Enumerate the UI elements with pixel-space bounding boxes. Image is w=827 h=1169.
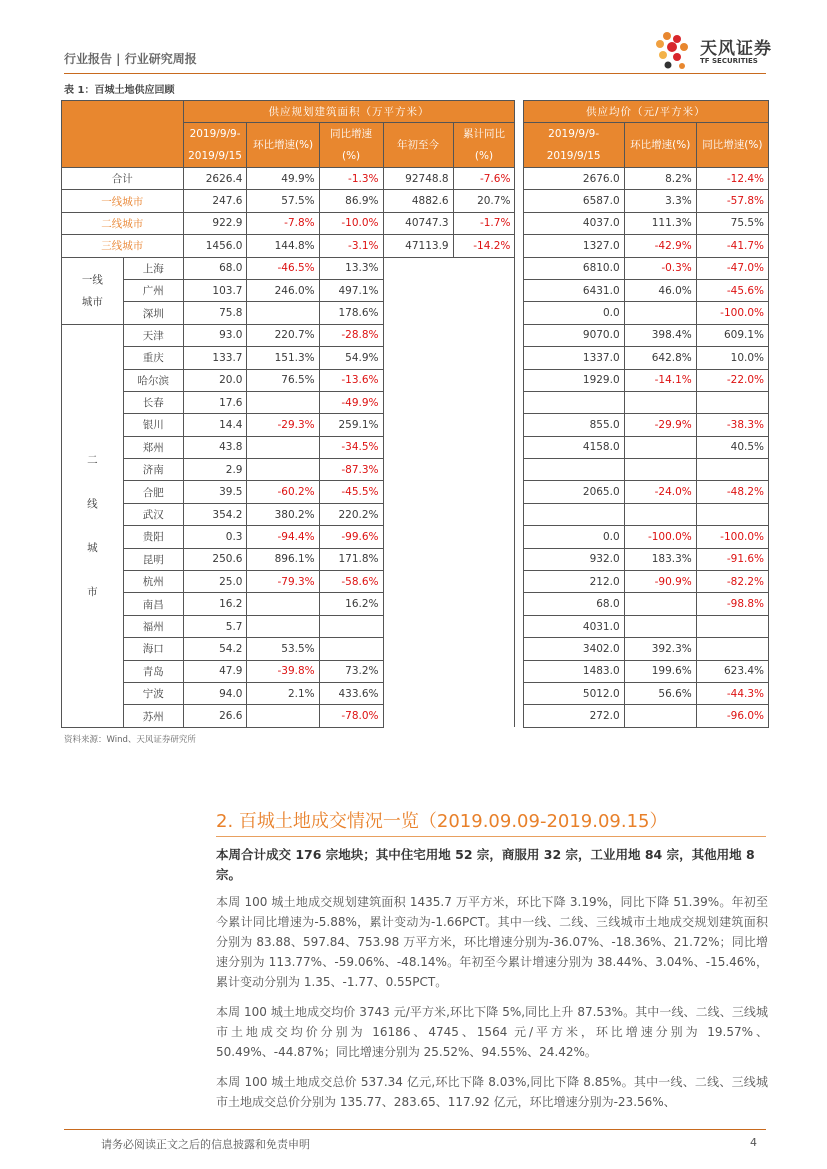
table-row [62, 571, 769, 593]
table-cell: 3402.0 [523, 638, 624, 660]
page-number: 4 [750, 1136, 757, 1149]
table-cell: 68.0 [523, 593, 624, 615]
table-cell [624, 503, 696, 525]
table-cell: 433.6% [319, 682, 383, 704]
table-cell: -42.9% [624, 235, 696, 257]
table-cell: 10.0% [696, 347, 768, 369]
city-name: 苏州 [123, 705, 183, 727]
city-name: 昆明 [123, 548, 183, 570]
column-gap [515, 548, 523, 570]
table-cell: 199.6% [624, 660, 696, 682]
column-gap [515, 481, 523, 503]
table-source: 资料来源：Wind、天风证券研究所 [64, 735, 196, 745]
table-cell: 183.3% [624, 548, 696, 570]
empty-cell [383, 369, 515, 391]
empty-cell [383, 682, 515, 704]
table-cell: -38.3% [696, 414, 768, 436]
table-row [62, 638, 769, 660]
table-cell: 171.8% [319, 548, 383, 570]
table-cell: -7.6% [453, 168, 515, 190]
table-cell [624, 436, 696, 458]
column-gap [515, 638, 523, 660]
table-cell: 250.6 [183, 548, 247, 570]
table-cell: -46.5% [247, 257, 319, 279]
table-cell: 54.2 [183, 638, 247, 660]
table-cell: 56.6% [624, 682, 696, 704]
land-supply-table [61, 100, 769, 728]
table-cell: 14.4 [183, 414, 247, 436]
city-name: 上海 [123, 257, 183, 279]
column-gap [515, 414, 523, 436]
table-cell: 0.3 [183, 526, 247, 548]
empty-cell [383, 705, 515, 727]
table-cell: 47.9 [183, 660, 247, 682]
table-cell: 8.2% [624, 168, 696, 190]
row-label: 合计 [62, 168, 184, 190]
table-row [62, 235, 769, 257]
city-name: 哈尔滨 [123, 369, 183, 391]
footer-divider [64, 1129, 766, 1130]
table-cell [624, 302, 696, 324]
table-cell: 1337.0 [523, 347, 624, 369]
table-cell: -48.2% [696, 481, 768, 503]
table-row [62, 347, 769, 369]
column-gap [515, 279, 523, 301]
table-cell: 392.3% [624, 638, 696, 660]
table-cell: 1456.0 [183, 235, 247, 257]
table-row [62, 481, 769, 503]
table-cell: 103.7 [183, 279, 247, 301]
table-cell: -10.0% [319, 212, 383, 234]
city-name: 青岛 [123, 660, 183, 682]
table-row [62, 257, 769, 279]
col-header: 环比增速(%) [624, 123, 696, 168]
table-row [62, 548, 769, 570]
table-cell: 2.1% [247, 682, 319, 704]
section-divider [216, 836, 766, 837]
table-row [62, 436, 769, 458]
table-cell: 4158.0 [523, 436, 624, 458]
table-cell: 16.2 [183, 593, 247, 615]
city-name: 南昌 [123, 593, 183, 615]
column-gap [515, 682, 523, 704]
table-cell: 855.0 [523, 414, 624, 436]
table-cell: 75.8 [183, 302, 247, 324]
table-cell: 86.9% [319, 190, 383, 212]
city-name: 贵阳 [123, 526, 183, 548]
table-row [62, 705, 769, 727]
table-cell: 47113.9 [383, 235, 453, 257]
table-cell: -78.0% [319, 705, 383, 727]
city-name: 银川 [123, 414, 183, 436]
city-name: 福州 [123, 615, 183, 637]
table-cell [624, 391, 696, 413]
table-cell [624, 593, 696, 615]
col-header: 同比增速(%) [696, 123, 768, 168]
table-cell: -1.7% [453, 212, 515, 234]
column-gap [515, 302, 523, 324]
table-row [62, 459, 769, 481]
table-cell: 57.5% [247, 190, 319, 212]
table-cell: 4037.0 [523, 212, 624, 234]
table-row [62, 302, 769, 324]
empty-cell [383, 257, 515, 279]
table-cell: -39.8% [247, 660, 319, 682]
empty-cell [383, 571, 515, 593]
table-cell: 2.9 [183, 459, 247, 481]
column-gap [515, 459, 523, 481]
table-cell: 2676.0 [523, 168, 624, 190]
logo-subtext: TF SECURITIES [700, 57, 758, 65]
table-cell: 111.3% [624, 212, 696, 234]
table-row [62, 279, 769, 301]
city-name: 宁波 [123, 682, 183, 704]
paragraph-area: 本周 100 城土地成交规划建筑面积 1435.7 万平方米，环比下降 3.19%，同比下降 51.39%。年初至今累计同比增速为-5.88%，累计变动为-1.66PCT。其中一线、二线、三线城市土地成交规划建筑面积分别为 83.88、597.84、753.98 万平方米，环比增速分别为-36.07%、-18.36%、21.72%；同比增速分别为 113.77%、-59.06%、-48.14%。年初至今累计增速分别为 38.44%、3.04%、-15.46%，累计变动分别为 1.35、-1.77、0.55PCT。 [216, 895, 768, 989]
table-row [62, 593, 769, 615]
table-row [62, 526, 769, 548]
table-cell [319, 615, 383, 637]
table-cell: -29.9% [624, 414, 696, 436]
empty-cell [383, 593, 515, 615]
table-cell: -90.9% [624, 571, 696, 593]
empty-cell [383, 279, 515, 301]
table-cell: -28.8% [319, 324, 383, 346]
table-cell: 40747.3 [383, 212, 453, 234]
table-cell: -45.5% [319, 481, 383, 503]
empty-cell [383, 548, 515, 570]
table-cell: 49.9% [247, 168, 319, 190]
table-cell [247, 302, 319, 324]
empty-cell [383, 391, 515, 413]
city-name: 合肥 [123, 481, 183, 503]
paragraph-price: 本周 100 城土地成交均价 3743 元/平方米,环比下降 5%,同比上升 87.53%。其中一线、二线、三线城市土地成交均价分别为 16186、4745、1564 元/平方米，环比增速分别为 19.57%、50.49%、-44.87%；同比增速分别为 25.52%、94.55%、24.42%。 [216, 1005, 768, 1059]
table-cell [696, 615, 768, 637]
table-cell: 68.0 [183, 257, 247, 279]
table-row [62, 369, 769, 391]
table-cell: -57.8% [696, 190, 768, 212]
table-cell [696, 638, 768, 660]
table-cell: -45.6% [696, 279, 768, 301]
empty-cell [383, 481, 515, 503]
table-cell: 9070.0 [523, 324, 624, 346]
column-gap [515, 101, 523, 168]
empty-cell [383, 436, 515, 458]
column-gap [515, 593, 523, 615]
footer-disclaimer: 请务必阅读正文之后的信息披露和免责申明 [101, 1138, 310, 1151]
table-cell: -44.3% [696, 682, 768, 704]
table-cell [247, 459, 319, 481]
table-cell: 178.6% [319, 302, 383, 324]
table-cell: -100.0% [696, 526, 768, 548]
city-name: 济南 [123, 459, 183, 481]
header-divider [64, 73, 766, 74]
table-cell [696, 459, 768, 481]
group-label: 二 线 城 市 [62, 324, 124, 727]
table-cell: 54.9% [319, 347, 383, 369]
table-cell [247, 391, 319, 413]
table-cell: 94.0 [183, 682, 247, 704]
table-cell: 0.0 [523, 302, 624, 324]
table-cell [696, 391, 768, 413]
col-header: 年初至今 [383, 123, 453, 168]
table-cell: -14.1% [624, 369, 696, 391]
table-cell: 922.9 [183, 212, 247, 234]
table-cell: 39.5 [183, 481, 247, 503]
table-cell: -100.0% [624, 526, 696, 548]
table-cell [319, 638, 383, 660]
column-gap [515, 190, 523, 212]
column-gap [515, 257, 523, 279]
city-name: 长春 [123, 391, 183, 413]
column-gap [515, 347, 523, 369]
section-title: 2. 百城土地成交情况一览（2019.09.09-2019.09.15） [216, 811, 668, 832]
column-gap [515, 503, 523, 525]
column-gap [515, 212, 523, 234]
logo-text: 天风证券 [700, 39, 772, 59]
table-cell: 93.0 [183, 324, 247, 346]
paragraph-total: 本周 100 城土地成交总价 537.34 亿元,环比下降 8.03%,同比下降 8.85%。其中一线、二线、三线城市土地成交总价分别为 135.77、283.65、117.92 亿元，环比增速分别为-23.56%、 [216, 1075, 768, 1109]
table-cell: -94.4% [247, 526, 319, 548]
table-cell [624, 459, 696, 481]
table-cell: 497.1% [319, 279, 383, 301]
table-row [62, 391, 769, 413]
table-cell: 212.0 [523, 571, 624, 593]
report-category: 行业报告 | 行业研究周报 [64, 52, 197, 66]
column-gap [515, 571, 523, 593]
table-row [62, 682, 769, 704]
table-cell: -3.1% [319, 235, 383, 257]
table-cell: -7.8% [247, 212, 319, 234]
table-cell: 6587.0 [523, 190, 624, 212]
table-row [62, 615, 769, 637]
empty-cell [383, 324, 515, 346]
row-label: 一线城市 [62, 190, 184, 212]
table-cell: 609.1% [696, 324, 768, 346]
empty-cell [383, 615, 515, 637]
table-cell [523, 503, 624, 525]
header-corner [62, 101, 184, 168]
table-cell: 76.5% [247, 369, 319, 391]
table-cell: 354.2 [183, 503, 247, 525]
city-name: 深圳 [123, 302, 183, 324]
city-name: 重庆 [123, 347, 183, 369]
row-label: 二线城市 [62, 212, 184, 234]
header-supply-price: 供应均价（元/平方米） [523, 101, 768, 123]
table-cell: -87.3% [319, 459, 383, 481]
empty-cell [383, 347, 515, 369]
table-cell: 380.2% [247, 503, 319, 525]
table-cell: 20.7% [453, 190, 515, 212]
empty-cell [383, 638, 515, 660]
table-cell: 5012.0 [523, 682, 624, 704]
table-cell: -82.2% [696, 571, 768, 593]
table-row [62, 324, 769, 346]
table-cell: 40.5% [696, 436, 768, 458]
table-cell: -79.3% [247, 571, 319, 593]
table-cell: 259.1% [319, 414, 383, 436]
table-cell: 151.3% [247, 347, 319, 369]
group-label: 一线 城市 [62, 257, 124, 324]
table-cell: 17.6 [183, 391, 247, 413]
city-name: 天津 [123, 324, 183, 346]
table-cell: 16.2% [319, 593, 383, 615]
column-gap [515, 235, 523, 257]
header-supply-area: 供应规划建筑面积（万平方米） [183, 101, 515, 123]
table-cell: -49.9% [319, 391, 383, 413]
city-name: 郑州 [123, 436, 183, 458]
table-row [62, 414, 769, 436]
table-cell: 5.7 [183, 615, 247, 637]
table-cell: 53.5% [247, 638, 319, 660]
col-header: 2019/9/9-2019/9/15 [523, 123, 624, 168]
table-cell: 4882.6 [383, 190, 453, 212]
table-row [62, 168, 769, 190]
table-cell [624, 705, 696, 727]
column-gap [515, 369, 523, 391]
col-header: 累计同比(%) [453, 123, 515, 168]
table-cell: 3.3% [624, 190, 696, 212]
table-cell: -29.3% [247, 414, 319, 436]
table-cell: 92748.8 [383, 168, 453, 190]
table-cell: 1327.0 [523, 235, 624, 257]
empty-cell [383, 503, 515, 525]
table-cell: -34.5% [319, 436, 383, 458]
table-cell: -1.3% [319, 168, 383, 190]
table-cell [696, 503, 768, 525]
col-header: 同比增速(%) [319, 123, 383, 168]
table-cell: 246.0% [247, 279, 319, 301]
table-cell: 2626.4 [183, 168, 247, 190]
table-cell: 43.8 [183, 436, 247, 458]
table-row [62, 190, 769, 212]
table-cell: 6810.0 [523, 257, 624, 279]
col-header: 环比增速(%) [247, 123, 319, 168]
column-gap [515, 660, 523, 682]
table-cell: -13.6% [319, 369, 383, 391]
table-cell: -14.2% [453, 235, 515, 257]
table-cell: 25.0 [183, 571, 247, 593]
table-cell: 73.2% [319, 660, 383, 682]
column-gap [515, 324, 523, 346]
table-cell: 642.8% [624, 347, 696, 369]
table-cell: -96.0% [696, 705, 768, 727]
table-cell: 144.8% [247, 235, 319, 257]
table-cell: 6431.0 [523, 279, 624, 301]
empty-cell [383, 660, 515, 682]
table-cell [523, 459, 624, 481]
table-cell: 932.0 [523, 548, 624, 570]
table-cell [247, 615, 319, 637]
table-row [62, 212, 769, 234]
column-gap [515, 391, 523, 413]
table-cell [624, 615, 696, 637]
table-cell: -0.3% [624, 257, 696, 279]
empty-cell [383, 302, 515, 324]
col-header: 2019/9/9-2019/9/15 [183, 123, 247, 168]
table-cell: -98.8% [696, 593, 768, 615]
column-gap [515, 526, 523, 548]
table-cell: 0.0 [523, 526, 624, 548]
table-cell: -41.7% [696, 235, 768, 257]
table-cell: 13.3% [319, 257, 383, 279]
table-cell: 1929.0 [523, 369, 624, 391]
table-cell [247, 705, 319, 727]
table-cell: 896.1% [247, 548, 319, 570]
column-gap [515, 615, 523, 637]
column-gap [515, 168, 523, 190]
empty-cell [383, 459, 515, 481]
table-cell [247, 593, 319, 615]
table-cell: 133.7 [183, 347, 247, 369]
row-label: 三线城市 [62, 235, 184, 257]
table-cell: -22.0% [696, 369, 768, 391]
table-row [62, 660, 769, 682]
table-row [62, 503, 769, 525]
table-cell [523, 391, 624, 413]
table-cell: -99.6% [319, 526, 383, 548]
table-cell: 220.7% [247, 324, 319, 346]
table-cell: 2065.0 [523, 481, 624, 503]
table-cell: -60.2% [247, 481, 319, 503]
table-cell: 4031.0 [523, 615, 624, 637]
table-cell: 247.6 [183, 190, 247, 212]
table-cell: 1483.0 [523, 660, 624, 682]
table-cell: 623.4% [696, 660, 768, 682]
table-cell: -91.6% [696, 548, 768, 570]
table-cell: -24.0% [624, 481, 696, 503]
table-cell: 20.0 [183, 369, 247, 391]
table-cell: -47.0% [696, 257, 768, 279]
table-cell [247, 436, 319, 458]
column-gap [515, 705, 523, 727]
city-name: 武汉 [123, 503, 183, 525]
table-cell: 46.0% [624, 279, 696, 301]
column-gap [515, 436, 523, 458]
city-name: 杭州 [123, 571, 183, 593]
table-cell: 398.4% [624, 324, 696, 346]
table-cell: 26.6 [183, 705, 247, 727]
table-cell: 272.0 [523, 705, 624, 727]
table-cell: -100.0% [696, 302, 768, 324]
empty-cell [383, 414, 515, 436]
table-cell: 220.2% [319, 503, 383, 525]
table-title: 表 1：百城土地供应回顾 [64, 85, 175, 96]
table-cell: -58.6% [319, 571, 383, 593]
table-cell: -12.4% [696, 168, 768, 190]
empty-cell [383, 526, 515, 548]
table-cell: 75.5% [696, 212, 768, 234]
city-name: 海口 [123, 638, 183, 660]
city-name: 广州 [123, 279, 183, 301]
section-summary: 本周合计成交 176 宗地块；其中住宅用地 52 宗，商服用 32 宗，工业用地 84 宗，其他用地 8 宗。 [216, 847, 755, 882]
